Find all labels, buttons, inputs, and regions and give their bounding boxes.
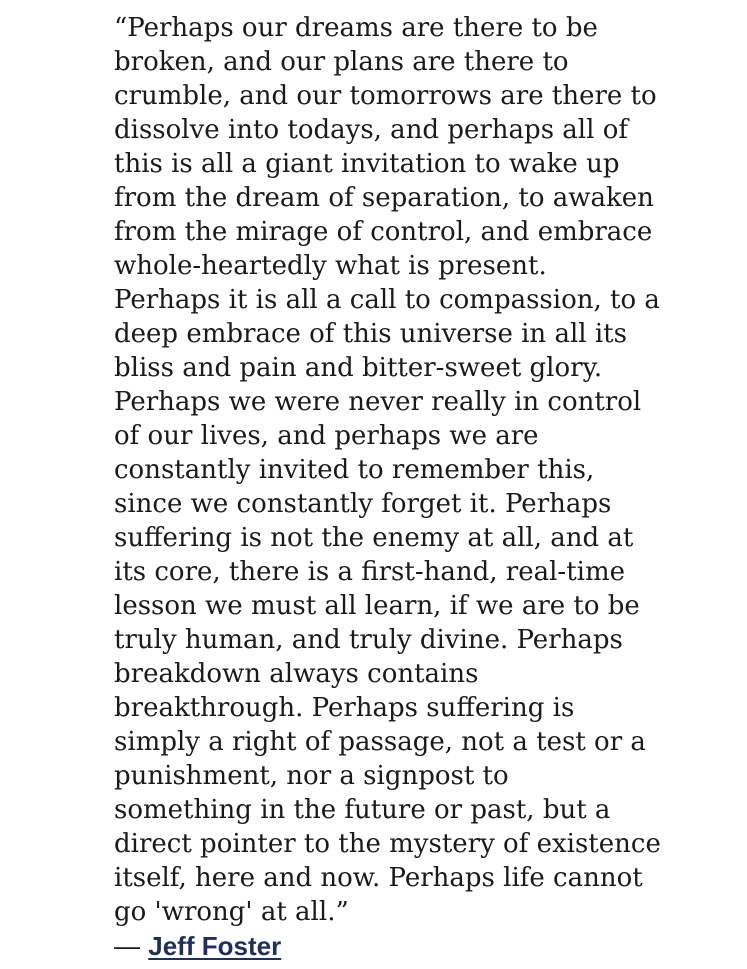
quote-line: crumble, and our tomorrows are there to [114, 81, 657, 111]
quote-line: suffering is not the enemy at all, and at [114, 523, 634, 553]
quote-line: constantly invited to remember this, [114, 455, 595, 485]
quote-line: since we constantly forget it. Perhaps [114, 489, 612, 519]
author-link[interactable]: Jeff Foster [148, 931, 282, 961]
quote-line: from the mirage of control, and embrace [114, 217, 653, 247]
quote-line: from the dream of separation, to awaken [114, 183, 654, 213]
quote-line: go 'wrong' at all.” [114, 897, 349, 927]
quote-line: bliss and pain and bitter-sweet glory. [114, 353, 603, 383]
quote-line: its core, there is a first-hand, real-time [114, 557, 626, 587]
quote-line: whole-heartedly what is present. [114, 251, 547, 281]
quote-line: this is all a giant invitation to wake up [114, 149, 620, 179]
quote-line: something in the future or past, but a [114, 795, 611, 825]
quote-line: of our lives, and perhaps we are [114, 421, 539, 451]
quote-line: breakthrough. Perhaps suffering is [114, 693, 575, 723]
quote-line: direct pointer to the mystery of existence [114, 829, 661, 859]
quote-line: “Perhaps our dreams are there to be [114, 13, 598, 43]
attribution [114, 929, 654, 964]
quote-line: dissolve into todays, and perhaps all of [114, 115, 628, 145]
quote-block [114, 11, 661, 964]
quote-line: breakdown always contains [114, 659, 479, 689]
attribution-dash: ― [114, 932, 140, 962]
quote-line: truly human, and truly divine. Perhaps [114, 625, 623, 655]
quote-line: itself, here and now. Perhaps life cannot [114, 863, 643, 893]
quote-line: deep embrace of this universe in all its [114, 319, 627, 349]
quote-line: simply a right of passage, not a test or a [114, 727, 646, 757]
quote-line: Perhaps it is all a call to compassion, to a [114, 285, 660, 315]
quote-line: punishment, nor a signpost to [114, 761, 509, 791]
quote-line: broken, and our plans are there to [114, 47, 569, 77]
quote-line: lesson we must all learn, if we are to be [114, 591, 640, 621]
quote-line: Perhaps we were never really in control [114, 387, 642, 417]
